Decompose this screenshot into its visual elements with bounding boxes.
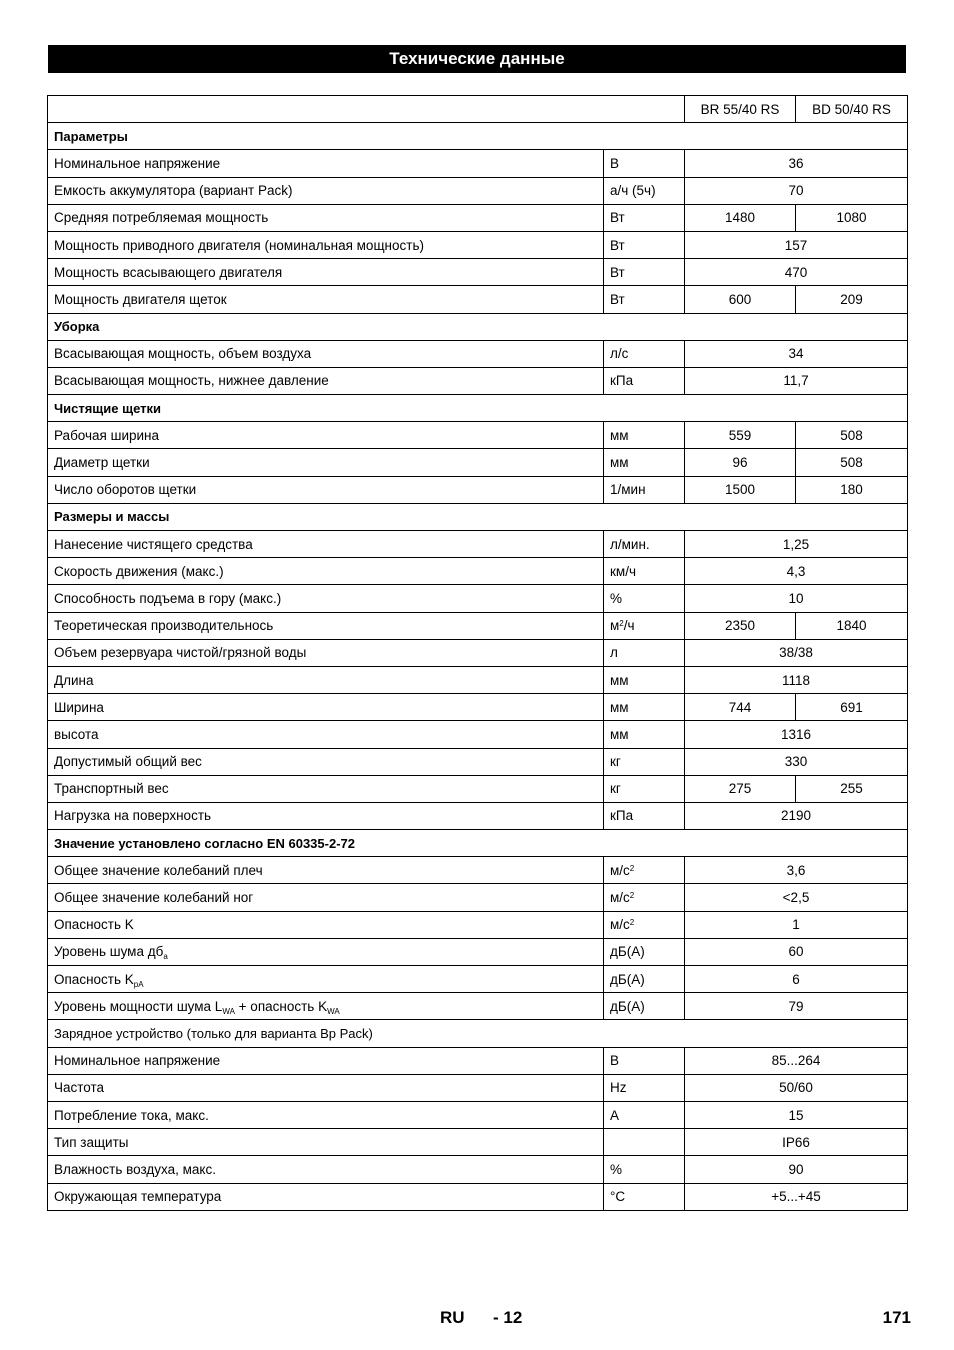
footer-section-page: - 12	[493, 1308, 523, 1327]
spec-label: Всасывающая мощность, нижнее давление	[54, 373, 329, 389]
spec-unit-cell	[604, 476, 685, 503]
section-row	[48, 830, 908, 857]
section-heading: Уборка	[48, 313, 908, 340]
spec-unit: Вт	[610, 210, 625, 226]
spec-label: Средняя потребляемая мощность	[54, 210, 269, 226]
spec-label: Теоретическая производительнось	[54, 618, 274, 634]
spec-unit-cell	[604, 531, 685, 558]
spec-unit-cell	[604, 367, 685, 394]
spec-row	[48, 1156, 908, 1183]
spec-label-subscript: pA	[133, 979, 144, 989]
spec-label-cell	[48, 422, 604, 449]
spec-label-cell	[48, 721, 604, 748]
spec-label-cell	[48, 748, 604, 775]
spec-row	[48, 558, 908, 585]
section-row	[48, 123, 908, 150]
spec-unit: мм	[610, 699, 629, 715]
model-header-bd: BD 50/40 RS	[796, 96, 908, 123]
spec-value-shared: 470	[685, 259, 908, 286]
spec-unit: Вт	[610, 291, 625, 307]
section-heading: Размеры и массы	[48, 503, 908, 530]
spec-unit: м/с	[610, 890, 630, 906]
spec-value-shared: 85...264	[685, 1047, 908, 1074]
spec-label-cell	[48, 694, 604, 721]
spec-unit: дБ(А)	[610, 998, 645, 1014]
spec-label-cell	[48, 612, 604, 639]
spec-label-cell	[48, 1047, 604, 1074]
spec-row	[48, 721, 908, 748]
spec-unit: %	[610, 1161, 623, 1177]
spec-label-cell	[48, 204, 604, 231]
spec-label: Опасность K	[54, 971, 134, 987]
spec-unit-cell	[604, 639, 685, 666]
spec-value-shared: 15	[685, 1101, 908, 1128]
spec-value-br: 1480	[685, 204, 796, 231]
spec-unit-superscript: 2	[629, 918, 635, 928]
spec-row	[48, 177, 908, 204]
spec-unit-cell	[604, 666, 685, 693]
spec-row	[48, 231, 908, 258]
spec-row	[48, 476, 908, 503]
spec-label-cell	[48, 476, 604, 503]
spec-unit-cell	[604, 775, 685, 802]
spec-unit: Вт	[610, 237, 625, 253]
spec-unit: м/с	[610, 862, 630, 878]
spec-row	[48, 666, 908, 693]
spec-label-cell	[48, 1183, 604, 1210]
spec-value-shared: 70	[685, 177, 908, 204]
spec-unit-cell	[604, 884, 685, 911]
spec-unit: °C	[610, 1189, 626, 1205]
spec-unit: Hz	[610, 1080, 627, 1096]
spec-label-cell	[48, 857, 604, 884]
spec-label: Число оборотов щетки	[54, 482, 197, 498]
spec-value-shared: 3,6	[685, 857, 908, 884]
spec-label-cell	[48, 993, 604, 1020]
spec-label-subscript: WA	[327, 1006, 340, 1016]
spec-label-cell	[48, 150, 604, 177]
spec-value-bd: 1080	[796, 204, 908, 231]
spec-label-cell	[48, 558, 604, 585]
spec-unit: дБ(А)	[610, 971, 645, 987]
spec-label-cell	[48, 177, 604, 204]
spec-unit-cell	[604, 231, 685, 258]
spec-label: Номинальное напряжение	[54, 155, 221, 171]
page-title: Технические данные	[48, 45, 906, 73]
section-heading: Параметры	[48, 123, 908, 150]
spec-unit: мм	[610, 672, 629, 688]
spec-row	[48, 911, 908, 938]
spec-label-cell	[48, 1129, 604, 1156]
spec-row	[48, 449, 908, 476]
spec-unit-cell	[604, 694, 685, 721]
spec-unit: мм	[610, 427, 629, 443]
spec-label: Ширина	[54, 699, 104, 715]
spec-label: Нагрузка на поверхность	[54, 808, 212, 824]
spec-unit-cell	[604, 286, 685, 313]
section-heading: Чистящие щетки	[48, 395, 908, 422]
spec-unit-cell	[604, 259, 685, 286]
spec-label: Нанесение чистящего средства	[54, 536, 253, 552]
spec-unit-suffix: /ч	[623, 618, 635, 634]
spec-table	[47, 95, 908, 1211]
spec-value-br: 559	[685, 422, 796, 449]
spec-row	[48, 259, 908, 286]
spec-row	[48, 204, 908, 231]
spec-label-cell	[48, 1156, 604, 1183]
spec-value-shared: 2190	[685, 802, 908, 829]
spec-value-shared: +5...+45	[685, 1183, 908, 1210]
spec-value-shared: 50/60	[685, 1074, 908, 1101]
spec-label: Тип защиты	[54, 1134, 129, 1150]
spec-unit: A	[610, 1107, 620, 1123]
spec-unit-cell	[604, 177, 685, 204]
spec-label-continuation: + опасность K	[234, 998, 328, 1014]
spec-unit: дБ(А)	[610, 944, 645, 960]
spec-row	[48, 802, 908, 829]
spec-unit: м/с	[610, 917, 630, 933]
spec-unit: В	[610, 155, 620, 171]
spec-unit: %	[610, 590, 623, 606]
spec-unit-cell	[604, 966, 685, 993]
spec-label-cell	[48, 802, 604, 829]
spec-label-cell	[48, 1074, 604, 1101]
spec-row	[48, 1101, 908, 1128]
spec-label: Влажность воздуха, макс.	[54, 1161, 216, 1177]
spec-label: Транспортный вес	[54, 781, 169, 797]
spec-label: Потребление тока, макс.	[54, 1107, 209, 1123]
footer-language: RU	[440, 1308, 465, 1327]
spec-value-bd: 180	[796, 476, 908, 503]
spec-row	[48, 1074, 908, 1101]
spec-row	[48, 938, 908, 965]
spec-unit-cell	[604, 938, 685, 965]
spec-unit-cell	[604, 721, 685, 748]
spec-label-cell	[48, 775, 604, 802]
spec-label: высота	[54, 726, 99, 742]
spec-value-shared: 330	[685, 748, 908, 775]
spec-label-cell	[48, 884, 604, 911]
spec-label: Общее значение колебаний плеч	[54, 862, 263, 878]
spec-row	[48, 585, 908, 612]
spec-label: Всасывающая мощность, объем воздуха	[54, 346, 312, 362]
header-blank-cell	[48, 96, 685, 123]
spec-unit-cell	[604, 993, 685, 1020]
spec-unit-cell	[604, 422, 685, 449]
spec-value-br: 2350	[685, 612, 796, 639]
header-row	[48, 96, 908, 123]
spec-unit-cell	[604, 340, 685, 367]
section-heading: Зарядное устройство (только для варианта Bp Pack)	[48, 1020, 908, 1047]
spec-value-bd: 1840	[796, 612, 908, 639]
spec-unit-superscript: 2	[619, 619, 624, 629]
spec-label-cell	[48, 966, 604, 993]
spec-unit-cell	[604, 204, 685, 231]
spec-unit-cell	[604, 1183, 685, 1210]
spec-row	[48, 422, 908, 449]
spec-value-shared: 34	[685, 340, 908, 367]
spec-unit-cell	[604, 558, 685, 585]
spec-row	[48, 775, 908, 802]
spec-row	[48, 286, 908, 313]
spec-label-cell	[48, 367, 604, 394]
spec-unit-cell	[604, 748, 685, 775]
spec-row	[48, 966, 908, 993]
spec-unit: м	[610, 618, 620, 634]
spec-value-shared: 1316	[685, 721, 908, 748]
spec-label-cell	[48, 231, 604, 258]
spec-unit-superscript: 2	[629, 891, 635, 901]
section-heading: Значение установлено согласно EN 60335-2-72	[48, 830, 908, 857]
spec-label: Мощность двигателя щеток	[54, 291, 227, 307]
spec-unit-superscript: 2	[629, 863, 635, 873]
spec-value-shared: 38/38	[685, 639, 908, 666]
spec-label: Скорость движения (макс.)	[54, 563, 224, 579]
spec-value-br: 600	[685, 286, 796, 313]
spec-unit: кПа	[610, 808, 634, 824]
spec-unit: В	[610, 1053, 620, 1069]
spec-row	[48, 531, 908, 558]
spec-unit: мм	[610, 455, 629, 471]
spec-label: Опасность K	[54, 917, 134, 933]
spec-unit-cell	[604, 612, 685, 639]
spec-value-br: 744	[685, 694, 796, 721]
spec-value-br: 96	[685, 449, 796, 476]
spec-label: Рабочая ширина	[54, 427, 159, 443]
spec-unit: км/ч	[610, 563, 636, 579]
spec-label-cell	[48, 259, 604, 286]
spec-value-shared: 6	[685, 966, 908, 993]
spec-label: Способность подъема в гору (макс.)	[54, 590, 282, 606]
spec-value-bd: 508	[796, 422, 908, 449]
spec-value-shared: 36	[685, 150, 908, 177]
spec-unit: мм	[610, 726, 629, 742]
spec-unit: кг	[610, 754, 621, 770]
section-row	[48, 395, 908, 422]
spec-label: Мощность приводного двигателя (номинальная мощность)	[54, 237, 424, 253]
spec-label-cell	[48, 531, 604, 558]
spec-value-shared: 90	[685, 1156, 908, 1183]
spec-row	[48, 694, 908, 721]
spec-unit: а/ч (5ч)	[610, 183, 656, 199]
spec-label-cell	[48, 340, 604, 367]
spec-unit-cell	[604, 802, 685, 829]
spec-unit: л/мин.	[610, 536, 650, 552]
spec-label: Окружающая температура	[54, 1189, 222, 1205]
spec-label: Объем резервуара чистой/грязной воды	[54, 645, 307, 661]
spec-unit: кг	[610, 781, 621, 797]
spec-label-cell	[48, 666, 604, 693]
spec-unit-cell	[604, 150, 685, 177]
spec-row	[48, 857, 908, 884]
spec-row	[48, 639, 908, 666]
spec-unit-cell	[604, 911, 685, 938]
spec-value-shared: 60	[685, 938, 908, 965]
spec-unit: Вт	[610, 264, 625, 280]
spec-unit-cell	[604, 1047, 685, 1074]
spec-value-shared: 4,3	[685, 558, 908, 585]
model-header-br: BR 55/40 RS	[685, 96, 796, 123]
spec-value-shared: 1,25	[685, 531, 908, 558]
spec-row	[48, 993, 908, 1020]
spec-label-subscript: WA	[222, 1006, 235, 1016]
section-row	[48, 503, 908, 530]
spec-unit-cell	[604, 449, 685, 476]
spec-value-br: 275	[685, 775, 796, 802]
spec-row	[48, 884, 908, 911]
spec-label: Длина	[54, 672, 94, 688]
spec-row	[48, 1047, 908, 1074]
spec-row	[48, 612, 908, 639]
spec-value-bd: 255	[796, 775, 908, 802]
spec-unit-cell	[604, 1156, 685, 1183]
spec-label-cell	[48, 938, 604, 965]
spec-label-cell	[48, 286, 604, 313]
spec-unit: л/с	[610, 346, 629, 362]
spec-row	[48, 748, 908, 775]
spec-unit-cell	[604, 585, 685, 612]
spec-label: Частота	[54, 1080, 105, 1096]
spec-label: Уровень мощности шума L	[54, 998, 223, 1014]
spec-label-cell	[48, 911, 604, 938]
spec-label: Уровень шума дб	[54, 944, 164, 960]
spec-unit-cell	[604, 1129, 685, 1156]
spec-value-shared: 157	[685, 231, 908, 258]
spec-unit: л	[610, 645, 618, 661]
section-row	[48, 313, 908, 340]
spec-unit-cell	[604, 1101, 685, 1128]
spec-value-shared: 79	[685, 993, 908, 1020]
spec-value-br: 1500	[685, 476, 796, 503]
spec-value-shared: 1118	[685, 666, 908, 693]
spec-value-bd: 209	[796, 286, 908, 313]
spec-label-cell	[48, 639, 604, 666]
spec-label: Емкость аккумулятора (вариант Pack)	[54, 183, 293, 199]
spec-value-bd: 691	[796, 694, 908, 721]
spec-label-cell	[48, 585, 604, 612]
spec-value-shared: IP66	[685, 1129, 908, 1156]
spec-value-bd: 508	[796, 449, 908, 476]
spec-value-shared: <2,5	[685, 884, 908, 911]
spec-label-cell	[48, 1101, 604, 1128]
spec-label: Мощность всасывающего двигателя	[54, 264, 283, 280]
spec-unit-cell	[604, 857, 685, 884]
spec-value-shared: 10	[685, 585, 908, 612]
spec-label-cell	[48, 449, 604, 476]
spec-label: Допустимый общий вес	[54, 754, 202, 770]
spec-row	[48, 367, 908, 394]
footer-page-number: 171	[882, 1308, 911, 1327]
spec-label: Общее значение колебаний ног	[54, 890, 254, 906]
spec-row	[48, 1129, 908, 1156]
spec-row	[48, 150, 908, 177]
spec-unit: 1/мин	[610, 482, 646, 498]
spec-label: Номинальное напряжение	[54, 1053, 221, 1069]
spec-row	[48, 1183, 908, 1210]
spec-value-shared: 1	[685, 911, 908, 938]
section-row	[48, 1020, 908, 1047]
spec-value-shared: 11,7	[685, 367, 908, 394]
spec-unit: кПа	[610, 373, 634, 389]
spec-label-subscript: a	[163, 952, 168, 962]
spec-row	[48, 340, 908, 367]
spec-unit-cell	[604, 1074, 685, 1101]
spec-label: Диаметр щетки	[54, 455, 150, 471]
